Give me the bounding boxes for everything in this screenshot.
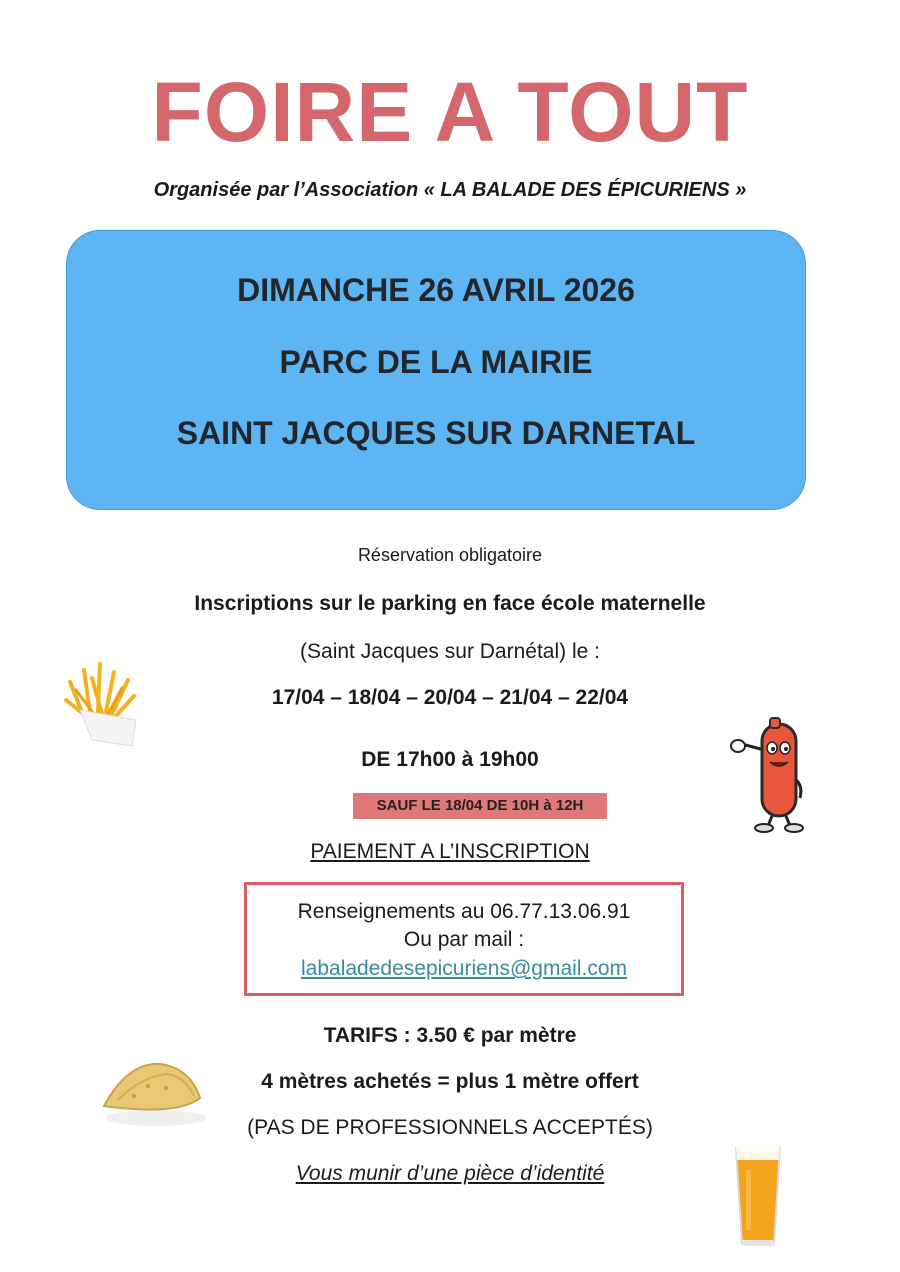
registration-town-note: (Saint Jacques sur Darnétal) le : <box>300 640 600 663</box>
event-place: PARC DE LA MAIRIE <box>279 344 593 380</box>
sausage-mascot-icon <box>728 716 812 834</box>
event-town: SAINT JACQUES SUR DARNETAL <box>176 415 696 451</box>
no-professionals-note: (PAS DE PROFESSIONNELS ACCEPTÉS) <box>247 1116 653 1139</box>
fries-icon <box>62 660 146 746</box>
hours-exception-badge: SAUF LE 18/04 DE 10H à 12H <box>353 793 607 819</box>
contact-phone: Renseignements au 06.77.13.06.91 <box>297 900 631 923</box>
poster-title: FOIRE A TOUT <box>151 65 749 159</box>
beer-icon <box>728 1140 788 1248</box>
pricing-offer: 4 mètres achetés = plus 1 mètre offert <box>261 1070 639 1093</box>
event-date: DIMANCHE 26 AVRIL 2026 <box>237 272 635 308</box>
registration-hours: DE 17h00 à 19h00 <box>361 748 539 771</box>
pricing-rate: TARIFS : 3.50 € par mètre <box>323 1024 577 1047</box>
crepe-icon <box>98 1058 208 1130</box>
contact-mail-label: Ou par mail : <box>403 928 525 951</box>
organizer-line: Organisée par l’Association « LA BALADE DES ÉPICURIENS » <box>153 179 747 201</box>
payment-note: PAIEMENT A L’INSCRIPTION <box>310 840 590 863</box>
id-requirement-note: Vous munir d’une pièce d’identité <box>295 1162 605 1185</box>
contact-email-link[interactable]: labaladedesepicuriens@gmail.com <box>301 957 627 980</box>
registration-location: Inscriptions sur le parking en face école maternelle <box>194 592 706 615</box>
registration-dates: 17/04 – 18/04 – 20/04 – 21/04 – 22/04 <box>271 686 629 709</box>
reservation-mandatory: Réservation obligatoire <box>357 545 543 565</box>
